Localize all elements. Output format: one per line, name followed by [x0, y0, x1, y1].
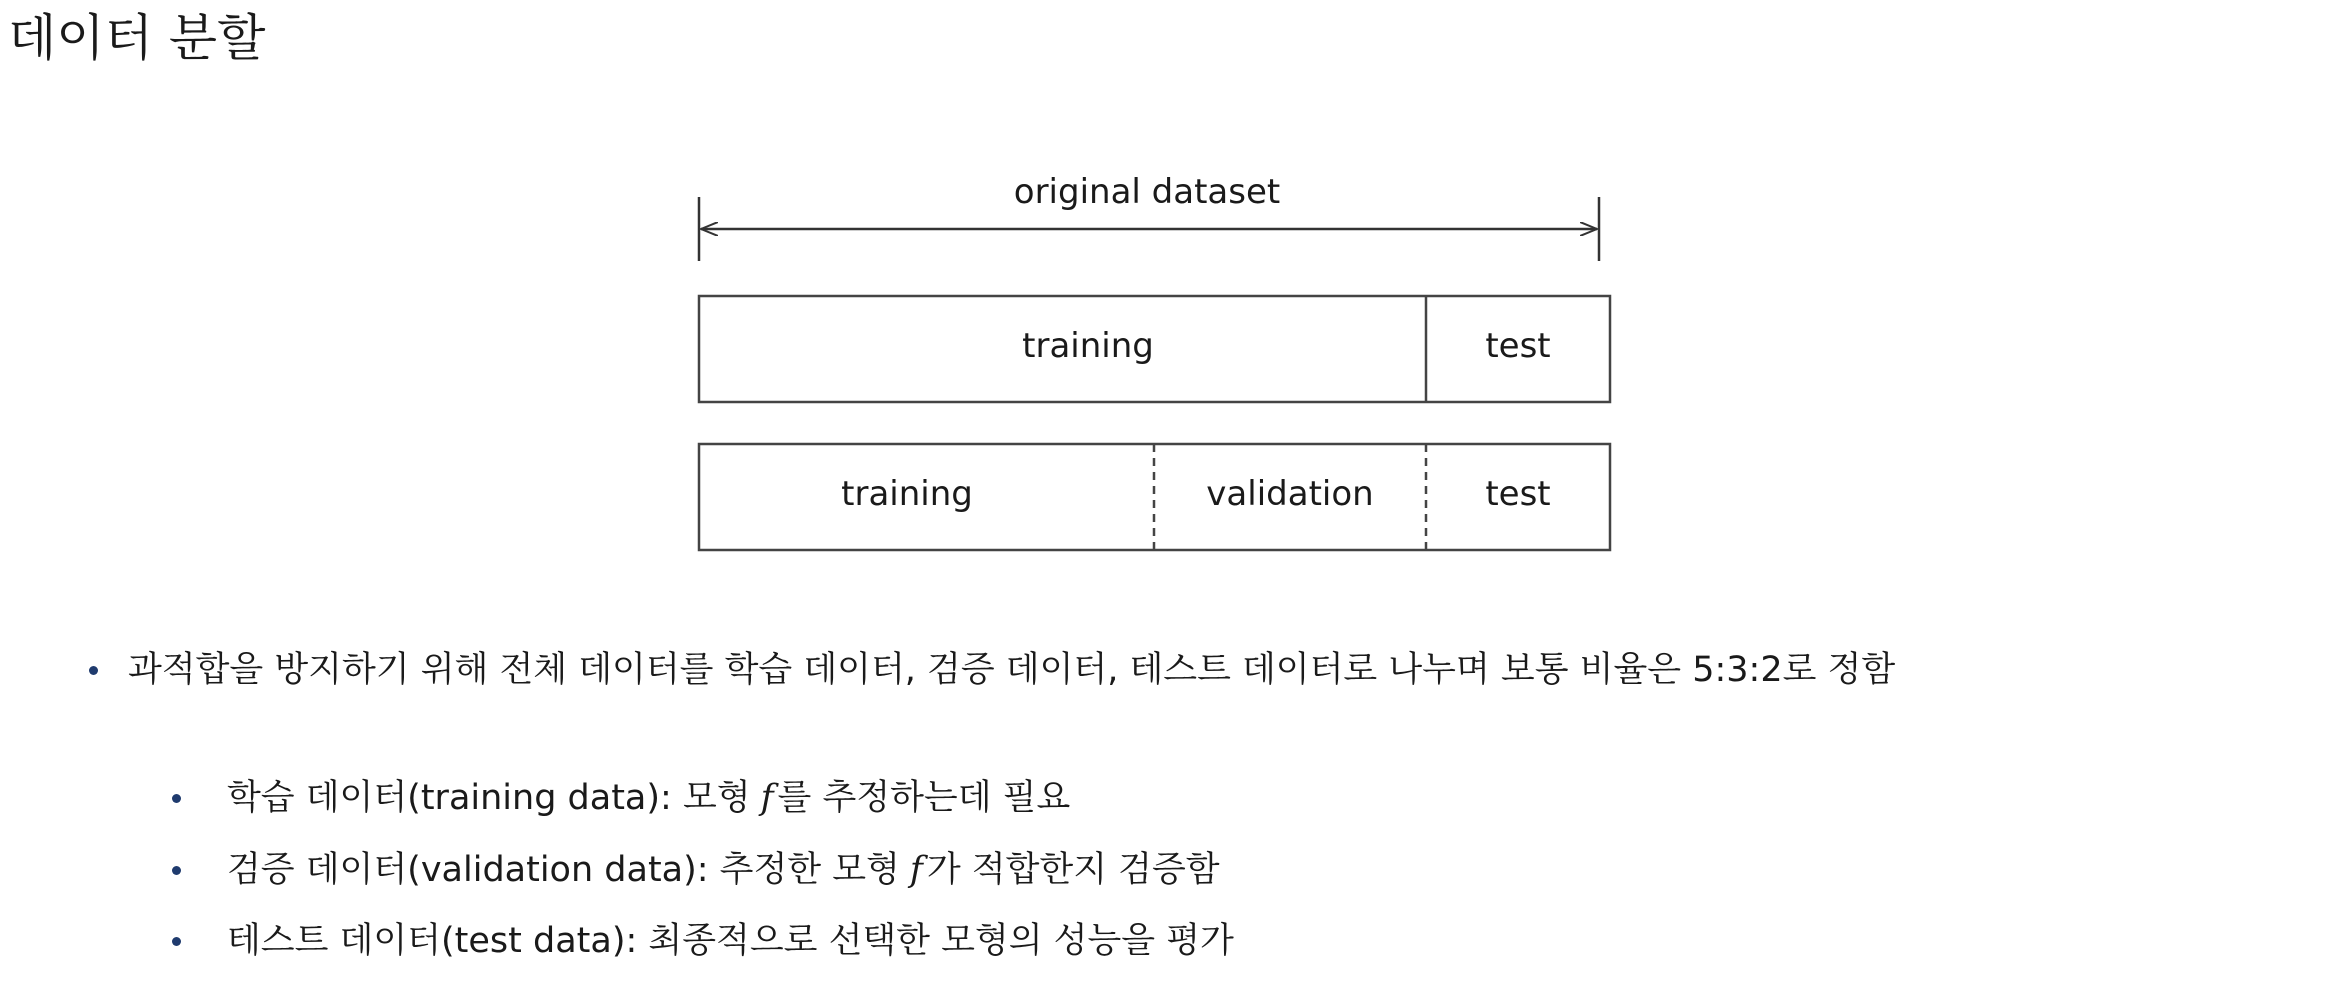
list-item-text: 검증 데이터(validation data): 추정한 모형 — [227, 850, 900, 890]
list-item-validation-data — [172, 845, 1220, 895]
list-item-text: 과적합을 방지하기 위해 전체 데이터를 학습 데이터, 검증 데이터, 테스트 데이터로 나누며 보통 비율은 5:3:2로 정함 — [128, 650, 1896, 690]
span-label: original dataset — [1013, 172, 1281, 212]
row1-box — [699, 296, 1610, 402]
bullet-dot — [172, 794, 181, 803]
bullet-dot — [172, 866, 181, 875]
page-title: 데이터 분할 — [8, 9, 266, 67]
list-item-test-data — [172, 916, 1234, 966]
split-row-train-validation-test — [699, 444, 1610, 550]
row1-test-label: test — [1485, 326, 1551, 366]
bullet-dot — [172, 937, 181, 946]
math-variable: f — [909, 850, 923, 890]
row2-test-label: test — [1485, 474, 1551, 514]
split-row-train-test — [699, 296, 1610, 402]
row2-validation-label: validation — [1206, 474, 1374, 514]
row2-training-label: training — [841, 474, 973, 514]
list-item-main — [89, 645, 1895, 695]
bullet-dot — [89, 666, 98, 675]
math-variable: f — [760, 778, 774, 818]
list-item-text: 가 적합한지 검증함 — [926, 850, 1220, 890]
row1-training-label: training — [1022, 326, 1154, 366]
list-item-training-data — [172, 773, 1070, 823]
list-item-text: 테스트 데이터(test data): 최종적으로 선택한 모형의 성능을 평가 — [227, 921, 1234, 961]
list-item-text: 를 추정하는데 필요 — [777, 778, 1071, 818]
list-item-text: 학습 데이터(training data): 모형 — [227, 778, 751, 818]
